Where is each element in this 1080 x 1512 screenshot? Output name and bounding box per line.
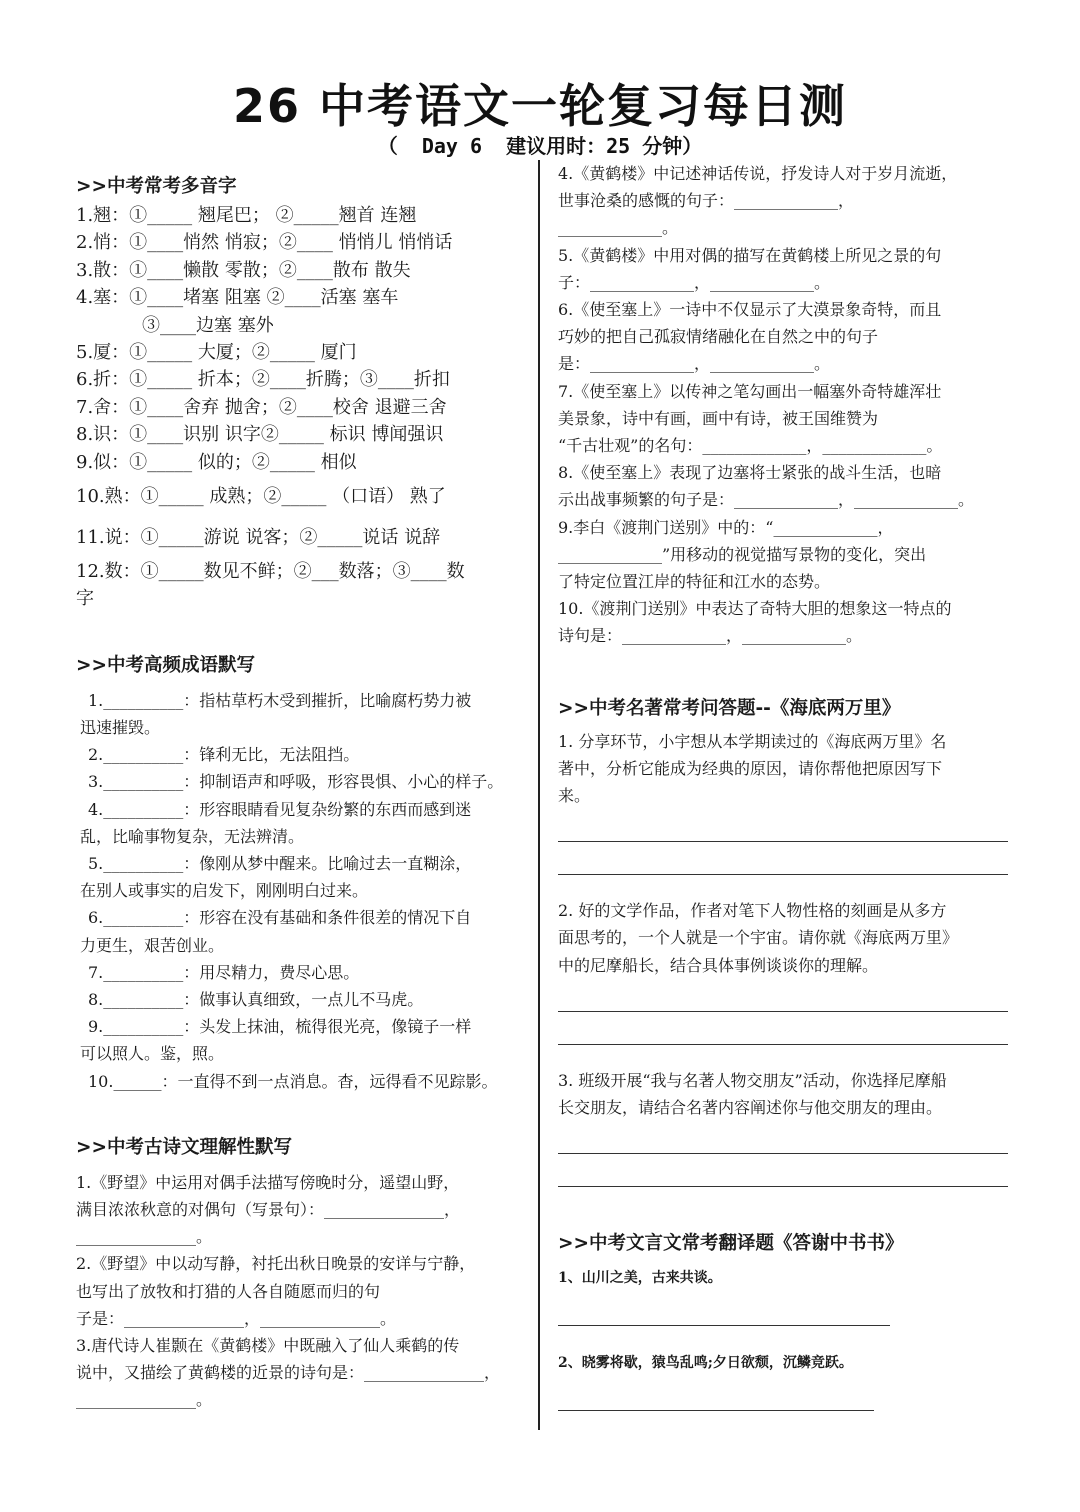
idiom-text: 在别人或事实的启发下，刚刚明白过来。: [80, 881, 369, 901]
poem-line: 了特定位置江岸的特征和江水的态势。: [558, 572, 831, 592]
poem-line: 子：_____________，_____________。: [558, 272, 831, 292]
idiom-section: [76, 651, 526, 1095]
poem-line: 10.《渡荆门送别》中表达了奇特大胆的想象这一特点的: [558, 599, 952, 619]
left-column: [76, 172, 526, 1414]
idiom-text: 4.__________：形容眼睛看见复杂纷繁的东西而感到迷: [88, 799, 472, 819]
classic-question: [558, 728, 1008, 876]
poem-line: 巧妙的把自己孤寂情绪融化在自然之中的句子: [558, 327, 879, 347]
idiom-item: [80, 741, 526, 768]
polyphone-row: 字: [76, 588, 94, 610]
answer-line[interactable]: [558, 809, 1008, 842]
poem-section: [76, 1133, 526, 1414]
question-text: 2. 好的文学作品，作者对笔下人物性格的刻画是从多方: [558, 901, 947, 921]
poem-line: _____________”用移动的视觉描写景物的变化，突出: [558, 544, 927, 564]
polyphone-row: 1.翘：①_____ 翘尾巴； ②_____翘首 连翘: [76, 205, 417, 226]
polyphone-row: ③____边塞 塞外: [142, 314, 274, 336]
poem-line: 美景象，诗中有画，画中有诗，被王国维赞为: [558, 408, 879, 428]
idiom-text: 可以照人。鉴，照。: [80, 1044, 225, 1064]
poem-line: 诗句是：_____________，_____________。: [558, 626, 863, 646]
question-text: 3. 班级开展“我与名著人物交朋友”活动，你选择尼摩船: [558, 1070, 947, 1090]
idiom-item: [80, 796, 526, 850]
answer-line[interactable]: [558, 1378, 874, 1411]
idiom-item: [80, 1013, 526, 1067]
polyphone-row: 5.厦：①_____ 大厦；②_____ 厦门: [76, 342, 357, 364]
question-text: 中的尼摩船长，结合具体事例谈谈你的理解。: [558, 955, 879, 975]
idiom-text: 7.__________：用尽精力，费尽心思。: [88, 962, 360, 982]
poem-section-continued: [558, 160, 1008, 650]
idiom-item: [80, 904, 526, 958]
answer-line[interactable]: [558, 1121, 1008, 1154]
idiom-text: 迅速摧毁。: [80, 717, 161, 737]
poem-line: 1.《野望》中运用对偶手法描写傍晚时分，遥望山野，: [76, 1172, 460, 1192]
polyphone-row: 3.散：①____懒散 零散；②____散布 散失: [76, 259, 411, 281]
question-text: 来。: [558, 786, 591, 806]
idiom-text: 6.__________：形容在没有基础和条件很差的情况下自: [88, 908, 472, 928]
poem-line: 2.《野望》中以动写静，衬托出秋日晚景的安详与宁静，: [76, 1254, 476, 1274]
section-heading-translate: >>中考文言文常考翻译题《答谢中书书》: [558, 1233, 904, 1255]
poem-line: 3.唐代诗人崔颢在《黄鹤楼》中既融入了仙人乘鹤的传: [76, 1335, 460, 1355]
section-heading-classic: >>中考名著常考问答题--《海底两万里》: [558, 697, 901, 719]
answer-line[interactable]: [558, 842, 1008, 875]
poem-line: 7.《使至塞上》以传神之笔勾画出一幅塞外奇特雄浑壮: [558, 381, 942, 401]
poem-line: 子是：_______________，_______________。: [76, 1308, 397, 1328]
right-column: [558, 160, 1008, 1411]
poem-line: 也写出了放牧和打猎的人各自随愿而归的句: [76, 1281, 381, 1301]
poem-line: 6.《使至塞上》一诗中不仅显示了大漠景象奇特，而且: [558, 300, 942, 320]
poem-line: 说中，又描绘了黄鹤楼的近景的诗句是：_______________，: [76, 1363, 501, 1383]
poem-line: _______________。: [76, 1227, 213, 1247]
page-title: 26 中考语文一轮复习每日测: [232, 79, 848, 133]
poem-line: 8.《使至塞上》表现了边塞将士紧张的战斗生活，也暗: [558, 463, 942, 483]
polyphone-row: 11.说：①_____游说 说客；②_____说话 说辞: [76, 527, 441, 549]
idiom-text: 3.__________：抑制语声和呼吸，形容畏惧、小心的样子。: [88, 772, 504, 792]
poem-line: 9.李白《渡荆门送别》中的：“_____________，: [558, 517, 894, 537]
idiom-item: [80, 768, 526, 795]
idiom-text: 2.__________：锋利无比，无法阻挡。: [88, 745, 360, 765]
idiom-text: 乱，比喻事物复杂，无法辨清。: [80, 826, 305, 846]
section-heading-poems: >>中考古诗文理解性默写: [76, 1136, 293, 1158]
poem-line: _______________。: [76, 1390, 213, 1410]
poem-line: 5.《黄鹤楼》中用对偶的描写在黄鹤楼上所见之景的句: [558, 245, 942, 265]
polyphone-section: [76, 172, 526, 613]
poem-line: 是：_____________，_____________。: [558, 354, 831, 374]
polyphone-row: 6.折：①_____ 折本；②____折腾；③____折扣: [76, 369, 450, 391]
translate-item: 1、山川之美，古来共谈。: [558, 1270, 722, 1287]
answer-line[interactable]: [558, 979, 1008, 1012]
translate-section: [558, 1229, 1008, 1411]
polyphone-row: 12.数：①_____数见不鲜；②___数落；③____数: [76, 560, 465, 582]
polyphone-row: 7.舍：①____舍弃 抛舍；②____校舍 退避三舍: [76, 396, 447, 418]
poem-line: 示出战事频繁的句子是：_____________，_____________。: [558, 490, 975, 510]
translate-item: 2、晓雾将歇，猿鸟乱鸣;夕日欲颓，沉鳞竞跃。: [558, 1355, 853, 1372]
question-text: 面思考的，一个人就是一个宇宙。请你就《海底两万里》: [558, 928, 959, 948]
polyphone-row: 9.似：①_____ 似的；②_____ 相似: [76, 451, 357, 473]
idiom-item: [80, 687, 526, 741]
idiom-text: 5.__________：像刚从梦中醒来。比喻过去一直糊涂，: [88, 853, 472, 873]
section-heading-idioms: >>中考高频成语默写: [76, 654, 256, 676]
answer-line[interactable]: [558, 1293, 890, 1326]
polyphone-row: 8.识：①____识别 识字②_____ 标识 博闻强识: [76, 424, 444, 446]
page-subtitle: （ Day 6 建议用时：25 分钟）: [377, 134, 703, 158]
poem-line: 满目浓浓秋意的对偶句（写景句）：_______________，: [76, 1199, 461, 1219]
question-text: 著中，分析它能成为经典的原因，请你帮他把原因写下: [558, 758, 943, 778]
section-heading-polyphone: >>中考常考多音字: [76, 176, 237, 197]
idiom-text: 力更生，艰苦创业。: [80, 935, 225, 955]
idiom-item: [80, 959, 526, 986]
answer-line[interactable]: [558, 1154, 1008, 1187]
idiom-text: 10.______：一直得不到一点消息。杳，远得看不见踪影。: [88, 1071, 498, 1091]
question-text: 1. 分享环节，小宇想从本学期读过的《海底两万里》名: [558, 731, 947, 751]
idiom-item: [80, 1068, 526, 1095]
idiom-text: 8.__________：做事认真细致，一点儿不马虎。: [88, 989, 424, 1009]
polyphone-row: 10.熟：①_____ 成熟；②_____ （口语） 熟了: [76, 486, 446, 508]
answer-line[interactable]: [558, 1012, 1008, 1045]
poem-line: 4.《黄鹤楼》中记述神话传说，抒发诗人对于岁月流逝，: [558, 164, 958, 183]
classic-section: [558, 694, 1008, 1188]
idiom-item: [80, 850, 526, 904]
idiom-text: 1.__________：指枯草朽木受到摧折，比喻腐朽势力被: [88, 690, 472, 710]
column-divider: [538, 160, 540, 1430]
poem-line: 世事沧桑的感慨的句子：_____________，: [558, 191, 855, 211]
classic-question: [558, 897, 1008, 1045]
classic-question: [558, 1067, 1008, 1187]
poem-line: “千古壮观”的名句：_____________，_____________。: [558, 436, 943, 456]
question-text: 长交朋友，请结合名著内容阐述你与他交朋友的理由。: [558, 1098, 943, 1118]
poem-line: _____________。: [558, 218, 679, 238]
idiom-text: 9.__________：头发上抹油，梳得很光亮，像镜子一样: [88, 1017, 472, 1037]
polyphone-row: 4.塞：①____堵塞 阻塞 ②____活塞 塞车: [76, 287, 399, 309]
idiom-item: [80, 986, 526, 1013]
polyphone-row: 2.悄：①____悄然 悄寂；②____ 悄悄儿 悄悄话: [76, 232, 453, 254]
